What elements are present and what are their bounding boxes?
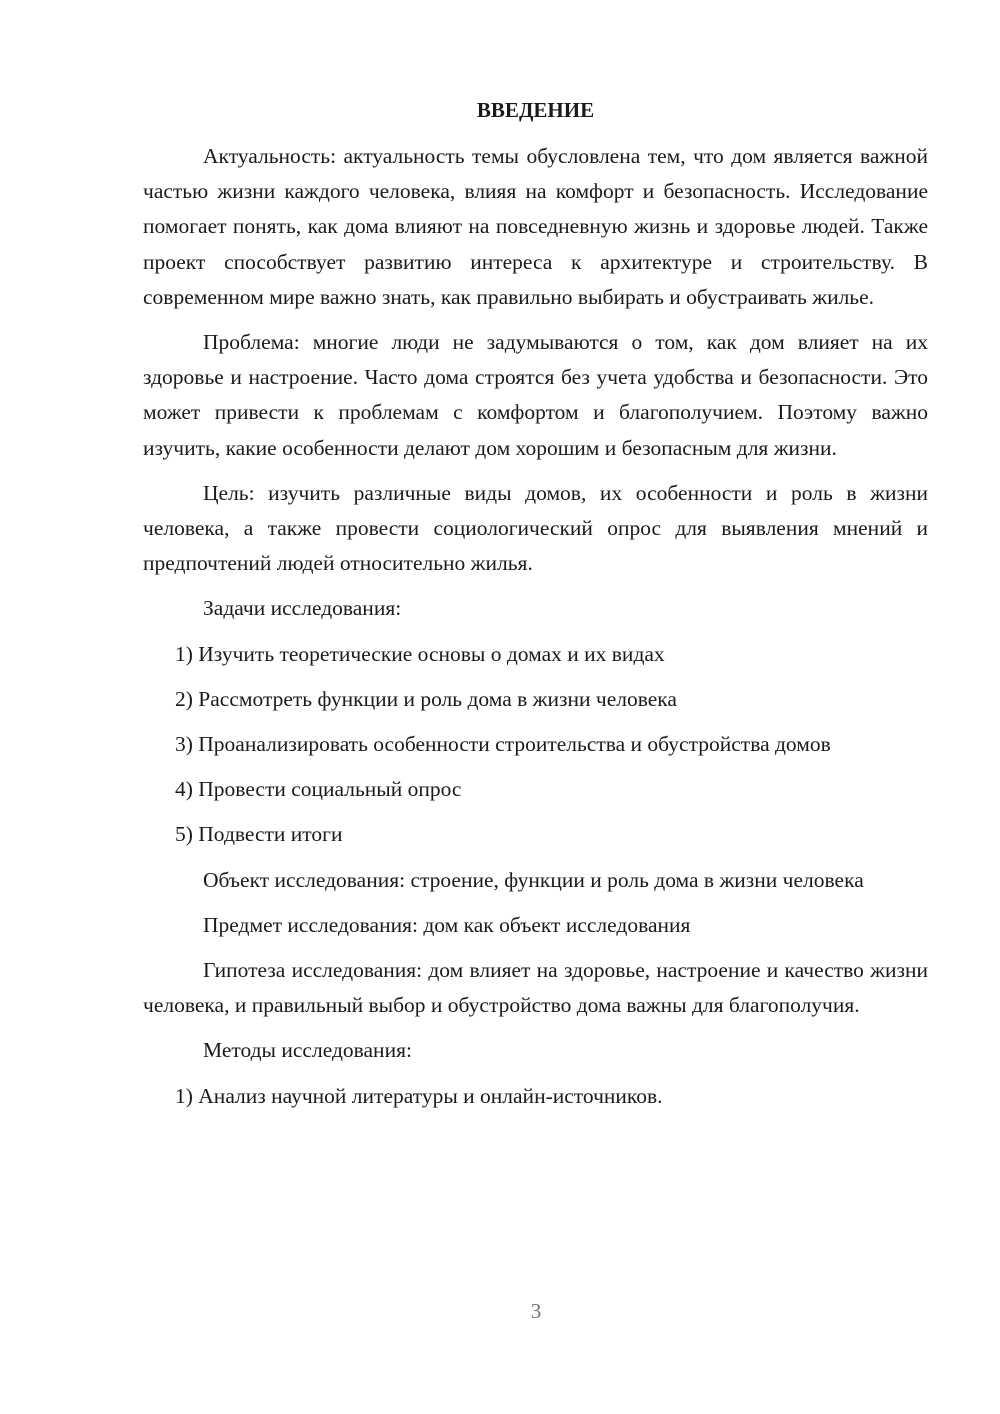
page-number: 3 xyxy=(530,1299,542,1323)
document-body xyxy=(143,93,928,1124)
object-paragraph: Объект исследования: строение, функции и роль дома в жизни человека xyxy=(203,867,864,892)
task-item-5: 5) Подвести итоги xyxy=(175,822,343,847)
hypothesis-paragraph: Гипотеза исследования: дом влияет на здоровье, настроение и качество жизни человека, и правильный выбор и обустройство дома важны для благополучия. xyxy=(143,958,928,1018)
task-item-2: 2) Рассмотреть функции и роль дома в жизни человека xyxy=(175,686,677,711)
task-item-1: 1) Изучить теоретические основы о домах и их видах xyxy=(175,641,665,666)
task-item-3: 3) Проанализировать особенности строительства и обустройства домов xyxy=(175,732,831,757)
subject-paragraph: Предмет исследования: дом как объект исследования xyxy=(203,912,691,937)
problem-paragraph: Проблема: многие люди не задумываются о том, как дом влияет на их здоровье и настроение. Часто дома строятся без учета удобства и безопасности. Это может привести к проблемам с комфортом и благополучием. Поэтому важно изучить, какие особенности делают дом хорошим и безопасным для жизни. xyxy=(143,330,928,460)
tasks-heading: Задачи исследования: xyxy=(203,596,402,621)
relevance-paragraph: Актуальность: актуальность темы обусловлена тем, что дом является важной частью жизни каждого человека, влияя на комфорт и безопасность. Исследование помогает понять, как дома влияют на повседневную жизнь и здоровье людей. Также проект способствует развитию интереса к архитектуре и строительству. В современном мире важно знать, как правильно выбирать и обустраивать жилье. xyxy=(143,144,928,309)
goal-paragraph: Цель: изучить различные виды домов, их особенности и роль в жизни человека, а также провести социологический опрос для выявления мнений и предпочтений людей относительно жилья. xyxy=(143,480,928,576)
method-item-1: 1) Анализ научной литературы и онлайн-источников. xyxy=(175,1083,663,1108)
methods-heading: Методы исследования: xyxy=(203,1038,412,1063)
page-title: ВВЕДЕНИЕ xyxy=(476,98,595,122)
task-item-4: 4) Провести социальный опрос xyxy=(175,777,462,802)
